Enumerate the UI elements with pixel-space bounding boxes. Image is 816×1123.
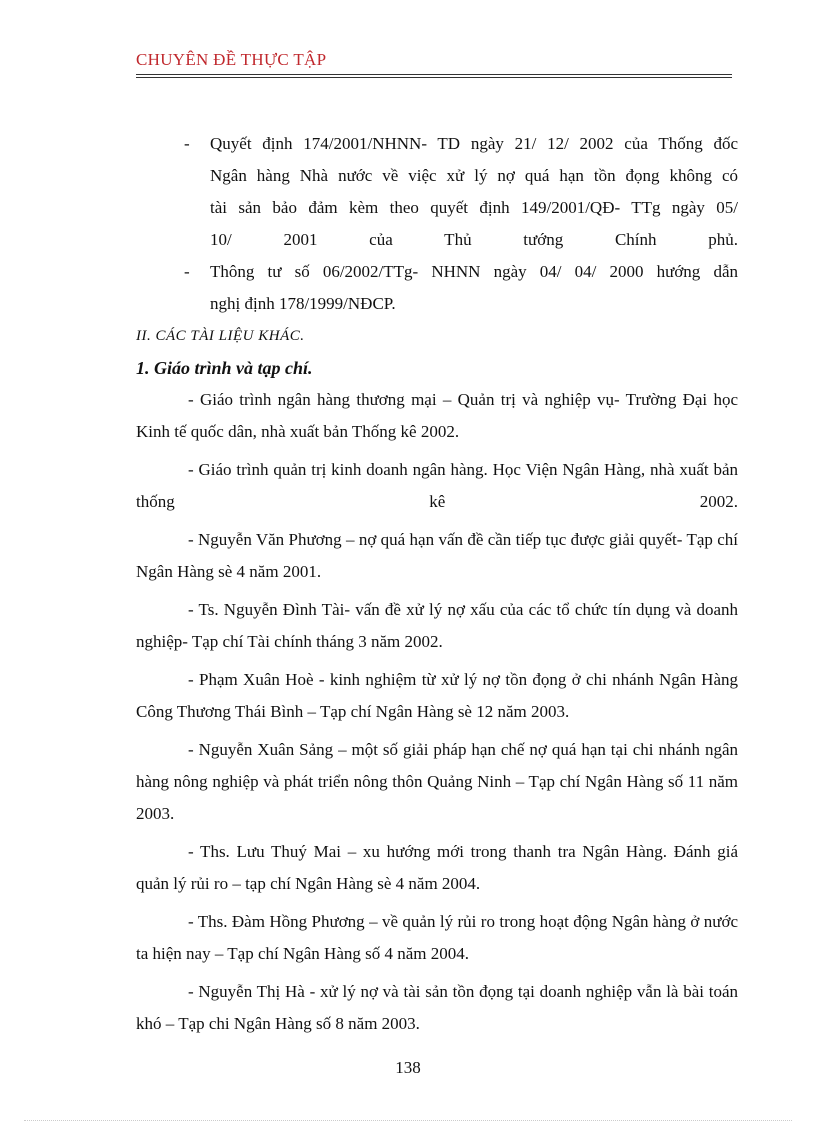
reference-item: - Nguyễn Văn Phương – nợ quá hạn vấn đề cần tiếp tục được giải quyết- Tạp chí Ngân Hàng sè 4 năm 2001. — [136, 530, 738, 581]
bullet-line: nghị định 178/1999/NĐCP. — [210, 294, 396, 313]
reference-item: - Ts. Nguyễn Đình Tài- vấn đề xử lý nợ xấu của các tổ chức tín dụng và doanh nghiệp- Tạp chí Tài chính tháng 3 năm 2002. — [136, 600, 738, 651]
bullet-dash: - — [184, 262, 190, 281]
page-number: 138 — [395, 1058, 421, 1077]
bullet-line: tài sản bảo đảm kèm theo quyết định 149/2001/QĐ- TTg ngày 05/ — [210, 198, 738, 217]
bullet-dash: - — [184, 134, 190, 153]
header-rule — [136, 74, 732, 75]
header-rule — [136, 77, 732, 78]
subsection-heading: 1. Giáo trình và tạp chí. — [136, 358, 313, 378]
reference-item: - Ths. Lưu Thuý Mai – xu hướng mới trong thanh tra Ngân Hàng. Đánh giá quản lý rủi ro – tạp chí Ngân Hàng sè 4 năm 2004. — [136, 842, 738, 893]
bullet-line: Ngân hàng Nhà nước về việc xử lý nợ quá hạn tồn đọng không có — [210, 166, 738, 185]
document-body — [136, 128, 738, 1046]
header-title: CHUYÊN ĐỀ THỰC TẬP — [136, 50, 327, 69]
reference-item: - Nguyễn Xuân Sảng – một số giải pháp hạn chế nợ quá hạn tại chi nhánh ngân hàng nông nghiệp và phát triển nông thôn Quảng Ninh – Tạp chí Ngân Hàng số 11 năm 2003. — [136, 740, 738, 823]
reference-item: - Giáo trình quản trị kinh doanh ngân hàng. Học Viện Ngân Hàng, nhà xuất bản thống kê 2002. — [136, 460, 738, 511]
bullet-line: Quyết định 174/2001/NHNN- TD ngày 21/ 12/ 2002 của Thống đốc — [210, 134, 738, 153]
bullet-item — [136, 256, 738, 320]
reference-item: - Phạm Xuân Hoè - kinh nghiệm từ xử lý nợ tồn đọng ở chi nhánh Ngân Hàng Công Thương Thái Bình – Tạp chí Ngân Hàng sè 12 năm 2003. — [136, 670, 738, 721]
bullet-line: 10/ 2001 của Thủ tướng Chính phủ. — [210, 230, 738, 249]
reference-item: - Nguyễn Thị Hà - xử lý nợ và tài sản tồn đọng tại doanh nghiệp vẫn là bài toán khó – Tạp chi Ngân Hàng số 8 năm 2003. — [136, 982, 738, 1033]
bullet-line: Thông tư số 06/2002/TTg- NHNN ngày 04/ 04/ 2000 hướng dẫn — [210, 262, 738, 281]
reference-item: - Giáo trình ngân hàng thương mại – Quản trị và nghiệp vụ- Trường Đại học Kinh tế quốc dân, nhà xuất bản Thống kê 2002. — [136, 390, 738, 441]
page-bottom-border — [24, 1120, 792, 1121]
bullet-item — [136, 128, 738, 256]
section-heading: II. CÁC TÀI LIỆU KHÁC. — [136, 328, 305, 344]
reference-item: - Ths. Đàm Hồng Phương – về quản lý rủi ro trong hoạt động Ngân hàng ở nước ta hiện nay – Tạp chí Ngân Hàng số 4 năm 2004. — [136, 912, 738, 963]
